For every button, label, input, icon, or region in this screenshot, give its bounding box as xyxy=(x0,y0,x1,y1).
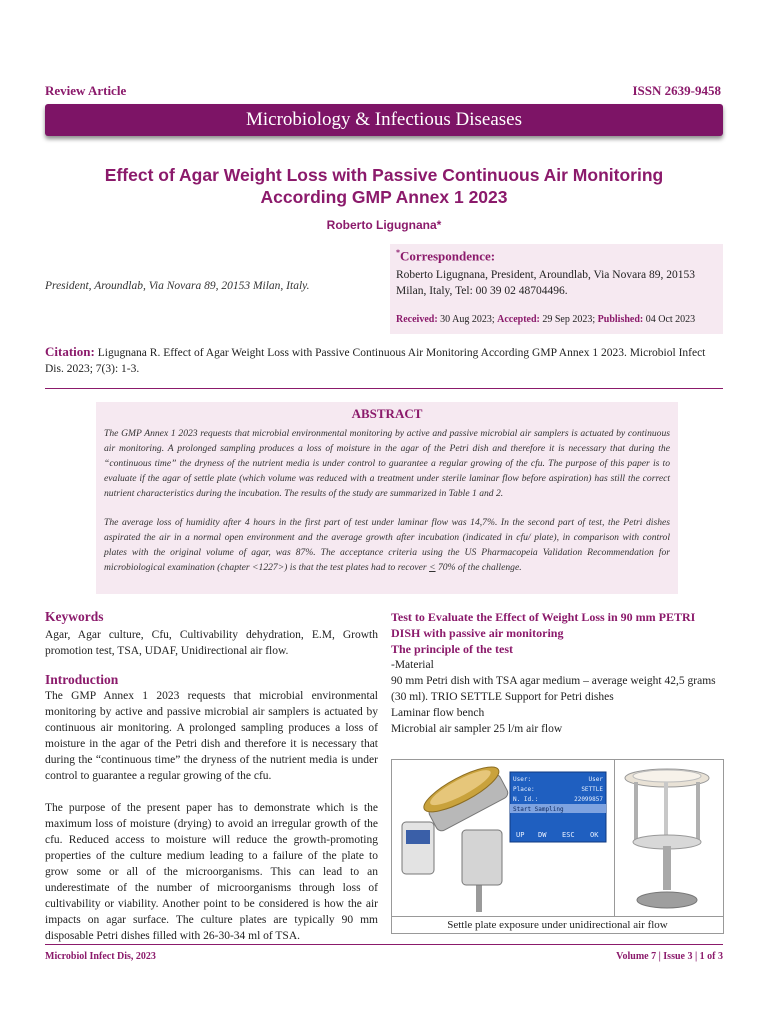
correspondence-text: Roberto Ligugnana, President, Aroundlab, Via Novara 89, 20153 Milan, Italy, Tel: 00 39 02 48704496. xyxy=(396,269,695,298)
display-row3-right: 22099857 xyxy=(574,796,603,803)
abstract-box xyxy=(96,402,678,594)
display-row1-right: User xyxy=(588,776,603,783)
footer-journal: Microbiol Infect Dis, 2023 xyxy=(45,951,156,962)
trio-leg-right xyxy=(696,782,700,842)
published-label: Published: xyxy=(597,314,644,325)
test-line-3: Microbial air sampler 25 l/m air flow xyxy=(391,723,563,735)
display-row2-left: Place: xyxy=(513,786,535,793)
figure-image xyxy=(392,760,723,917)
test-section xyxy=(391,609,724,737)
test-line-2: Laminar flow bench xyxy=(391,707,485,719)
correspondence-box xyxy=(390,244,723,334)
accepted-label: Accepted: xyxy=(497,314,540,325)
sampler-body xyxy=(462,830,502,885)
abstract-p2-main: The average loss of humidity after 4 hours in the first part of test under laminar flow was 14,7%. In the second part of test, the Petri dishes aspirated the air in a normal open environment and the average growth after incubation (indicated in cfu/ plate), in comparison with control plates with the original volume of agar, was 87%. The acceptance criteria using the US Pharmacopeia Validation Recommendation for microbiological examination (chapter <1227>) is that the test plates had to recover xyxy=(104,517,670,573)
trio-leg-left xyxy=(634,782,638,842)
display-btn-ok: OK xyxy=(590,831,599,839)
title-line-2: According GMP Annex 1 2023 xyxy=(260,187,508,207)
introduction-heading: Introduction xyxy=(45,672,119,687)
article-dates xyxy=(396,314,695,325)
test-material: -Material xyxy=(391,659,434,671)
trio-stem xyxy=(663,846,671,890)
article-title xyxy=(60,164,708,208)
abstract-heading: ABSTRACT xyxy=(351,406,423,421)
display-row3-left: N. Id.: xyxy=(513,796,539,803)
keywords-text: Agar, Agar culture, Cfu, Cultivability dehydration, E.M, Growth promotion test, TSA, UDAF, Unidirectional air flow. xyxy=(45,629,378,657)
received-label: Received: xyxy=(396,314,438,325)
abstract-paragraph-2 xyxy=(104,515,670,575)
affiliation: President, Aroundlab, Via Novara 89, 20153 Milan, Italy. xyxy=(45,280,310,292)
citation-label: Citation: xyxy=(45,344,95,359)
journal-banner: Microbiology & Infectious Diseases xyxy=(45,104,723,136)
correspondence-heading xyxy=(396,248,719,264)
remote-control xyxy=(402,822,434,874)
abstract-p2-end: 70% of the challenge. xyxy=(437,562,522,573)
display-btn-dw: DW xyxy=(538,831,547,839)
citation xyxy=(45,344,725,377)
test-line-1: 90 mm Petri dish with TSA agar medium – average weight 42,5 grams (30 ml). TRIO SETTLE Support for Petri dishes xyxy=(391,675,716,703)
display-btn-esc: ESC xyxy=(562,831,575,839)
introduction-paragraph-2: The purpose of the present paper has to demonstrate which is the maximum loss of moisture (drying) to avoid an irregular growth of the cfu. Reduced access to moisture will reduce the growth-promoting properties of the culture medium leading to a failure of the plate to grow some or all of the microorganisms. This can lead to an underestimate of the number of microorganisms through loss of cultivability or viability. Another point to be considered is how the air impacts on agar surface. The culture plates are typically 90 mm disposable Petri dishes filled with 26-30-34 ml of TSA. xyxy=(45,802,378,942)
abstract-p2-le: < xyxy=(429,562,436,573)
footer-divider xyxy=(45,944,723,945)
introduction-paragraph-1: The GMP Annex 1 2023 requests that microbial environmental monitoring by active and passive microbial air samplers is actuated by continuous air monitoring. A prolonged sampling produces a loss of moisture in the agar of the Petri dish and therefore it is necessary that during the “continuous time” the dryness of the nutrient media is under control to guarantee a regular growing of the cfu. xyxy=(45,690,378,782)
received-date: 30 Aug 2023; xyxy=(440,314,495,325)
article-type: Review Article xyxy=(45,83,127,98)
divider xyxy=(45,388,723,389)
correspondence-mark: * xyxy=(396,248,400,257)
title-line-1: Effect of Agar Weight Loss with Passive Continuous Air Monitoring xyxy=(104,165,664,185)
test-subheading: The principle of the test xyxy=(391,642,513,656)
issn: ISSN 2639-9458 xyxy=(632,83,721,98)
display-row2-right: SETTLE xyxy=(581,786,603,793)
display-row4: Start Sampling xyxy=(513,806,564,813)
accepted-date: 29 Sep 2023; xyxy=(542,314,596,325)
abstract-paragraph-1: The GMP Annex 1 2023 requests that microbial environmental monitoring by active and passive microbial air samplers is actuated by continuous air monitoring. A prolonged sampling produces a loss of moisture in the agar of the Petri dish and therefore it is necessary that during the “continuous time” the dryness of the nutrient media is under control to guarantee a regular growing of the cfu. The purpose of this paper is to evaluate if the agar of settle plate (which volume was reduced with a treatment under sterile laminar flow before aspiration) has still the correct nutrient characteristics during the incubation. The results of the study are summarized in Table 1 and 2. xyxy=(104,428,670,499)
keywords-section xyxy=(45,609,378,659)
test-heading: Test to Evaluate the Effect of Weight Loss in 90 mm PETRI DISH with passive air monitoring xyxy=(391,610,696,640)
figure-caption: Settle plate exposure under unidirectional air flow xyxy=(392,916,723,933)
trio-foot xyxy=(637,892,697,908)
citation-text: Ligugnana R. Effect of Agar Weight Loss with Passive Continuous Air Monitoring According GMP Annex 1 2023. Microbiol Infect Dis. 2023; 7(3): 1-3. xyxy=(45,347,706,375)
trio-settle-plate xyxy=(633,770,701,782)
remote-screen xyxy=(406,830,430,844)
published-date: 04 Oct 2023 xyxy=(645,314,696,325)
display-row1-left: User: xyxy=(513,776,532,783)
display-btn-up: UP xyxy=(516,831,525,839)
figure-divider xyxy=(614,760,615,917)
correspondence-label: Correspondence: xyxy=(400,248,496,264)
introduction-section xyxy=(45,672,378,944)
keywords-heading: Keywords xyxy=(45,609,104,624)
figure xyxy=(391,759,724,934)
author: Roberto Ligugnana* xyxy=(326,218,442,232)
footer-pagination: Volume 7 | Issue 3 | 1 of 3 xyxy=(616,951,723,962)
